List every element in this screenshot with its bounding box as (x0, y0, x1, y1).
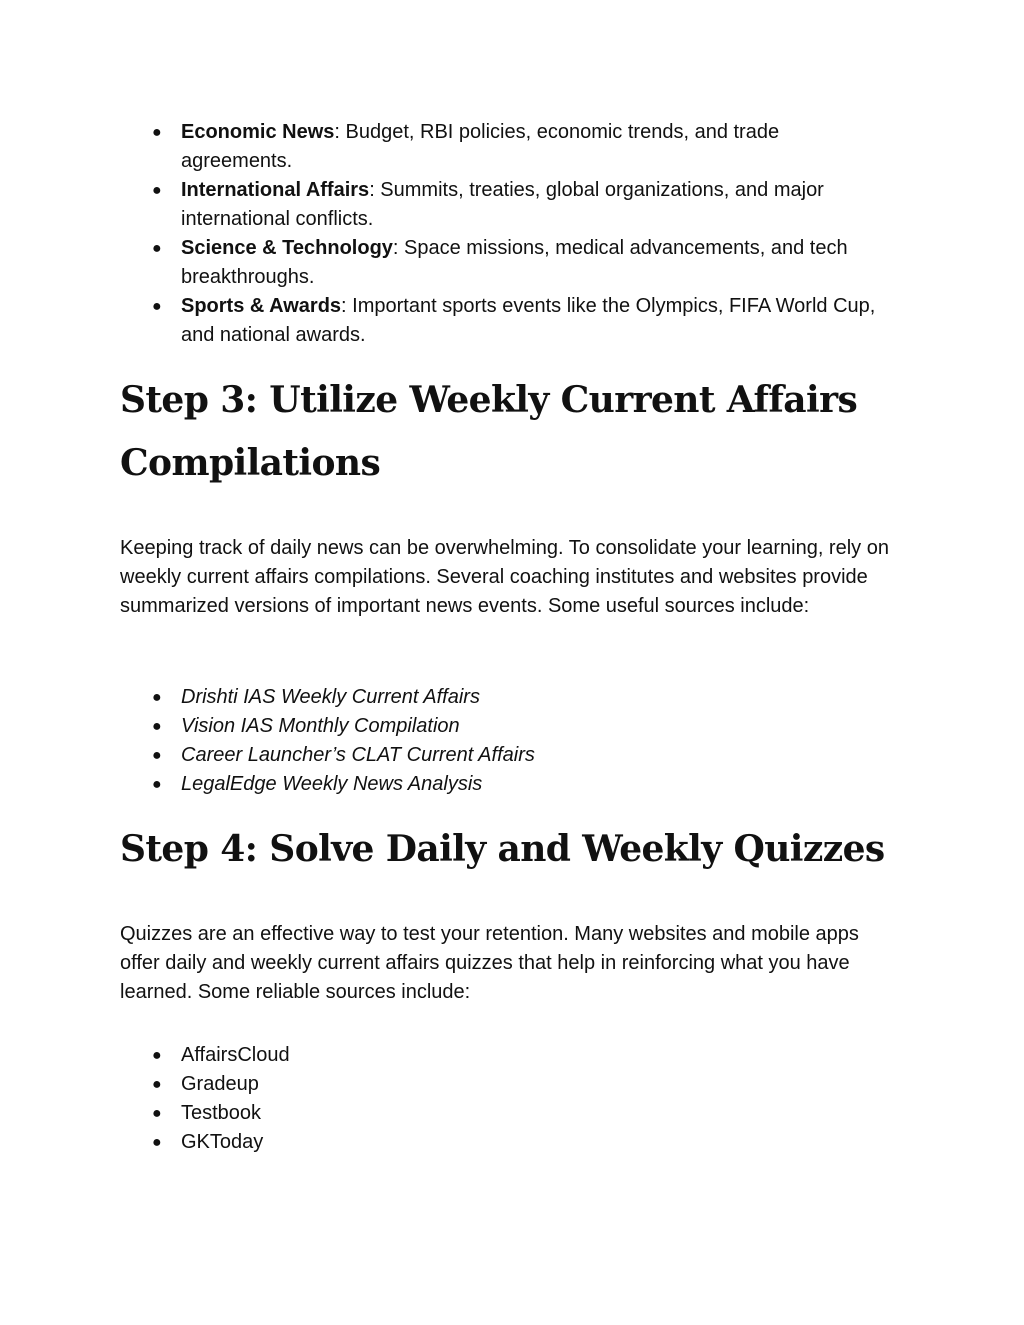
bullet-icon: ● (152, 124, 162, 141)
source-name: AffairsCloud (181, 1044, 290, 1066)
list-item-term: Economic News (181, 121, 335, 143)
step4-heading: Step 4: Solve Daily and Weekly Quizzes (120, 828, 885, 870)
step3-sources-list (152, 683, 892, 799)
list-item (152, 741, 892, 770)
step3-paragraph: Keeping track of daily news can be overwhelming. To consolidate your learning, rely on weekly current affairs compilations. Several coaching institutes and websites provide summarized versions of important news events. Some useful sources include: (120, 537, 889, 617)
list-item (152, 1070, 892, 1099)
list-item (152, 770, 892, 799)
bullet-icon: ● (152, 1047, 162, 1064)
list-item-term: Science & Technology (181, 237, 393, 259)
source-name: Vision IAS Monthly Compilation (181, 715, 460, 737)
list-item-desc: : Important sports events like the Olympics, FIFA World Cup, and national awards. (181, 295, 876, 346)
list-item (152, 1041, 892, 1070)
bullet-icon: ● (152, 689, 162, 706)
list-item-desc: : Summits, treaties, global organizations, and major international conflicts. (181, 179, 824, 230)
bullet-icon: ● (152, 718, 162, 735)
step3-heading (120, 369, 900, 495)
list-item (152, 712, 892, 741)
source-name: LegalEdge Weekly News Analysis (181, 773, 483, 795)
list-item (152, 176, 892, 234)
list-item (152, 118, 892, 176)
bullet-icon: ● (152, 747, 162, 764)
list-item-desc: : Budget, RBI policies, economic trends, and trade agreements. (181, 121, 780, 172)
list-item (152, 234, 892, 292)
bullet-icon: ● (152, 1134, 162, 1151)
bullet-icon: ● (152, 776, 162, 793)
source-name: Career Launcher’s CLAT Current Affairs (181, 744, 535, 766)
source-name: Gradeup (181, 1073, 259, 1095)
step4-paragraph: Quizzes are an effective way to test your retention. Many websites and mobile apps offer daily and weekly current affairs quizzes that help in reinforcing what you have learned. Some reliable sources include: (120, 923, 859, 1003)
list-item-term: International Affairs (181, 179, 370, 201)
source-name: Drishti IAS Weekly Current Affairs (181, 686, 480, 708)
source-name: Testbook (181, 1102, 262, 1124)
list-item (152, 1128, 892, 1157)
topic-list (152, 118, 892, 350)
list-item-desc: : Space missions, medical advancements, and tech breakthroughs. (181, 237, 848, 288)
list-item-term: Sports & Awards (181, 295, 342, 317)
list-item (152, 1099, 892, 1128)
step3-heading-line1: Step 3: Utilize Weekly Current Affairs (120, 379, 858, 421)
bullet-icon: ● (152, 298, 162, 315)
step3-heading-line2: Compilations (120, 442, 381, 484)
bullet-icon: ● (152, 1076, 162, 1093)
step4-sources-list (152, 1041, 892, 1157)
list-item (152, 683, 892, 712)
bullet-icon: ● (152, 1105, 162, 1122)
bullet-icon: ● (152, 240, 162, 257)
list-item (152, 292, 892, 350)
source-name: GKToday (181, 1131, 264, 1153)
bullet-icon: ● (152, 182, 162, 199)
